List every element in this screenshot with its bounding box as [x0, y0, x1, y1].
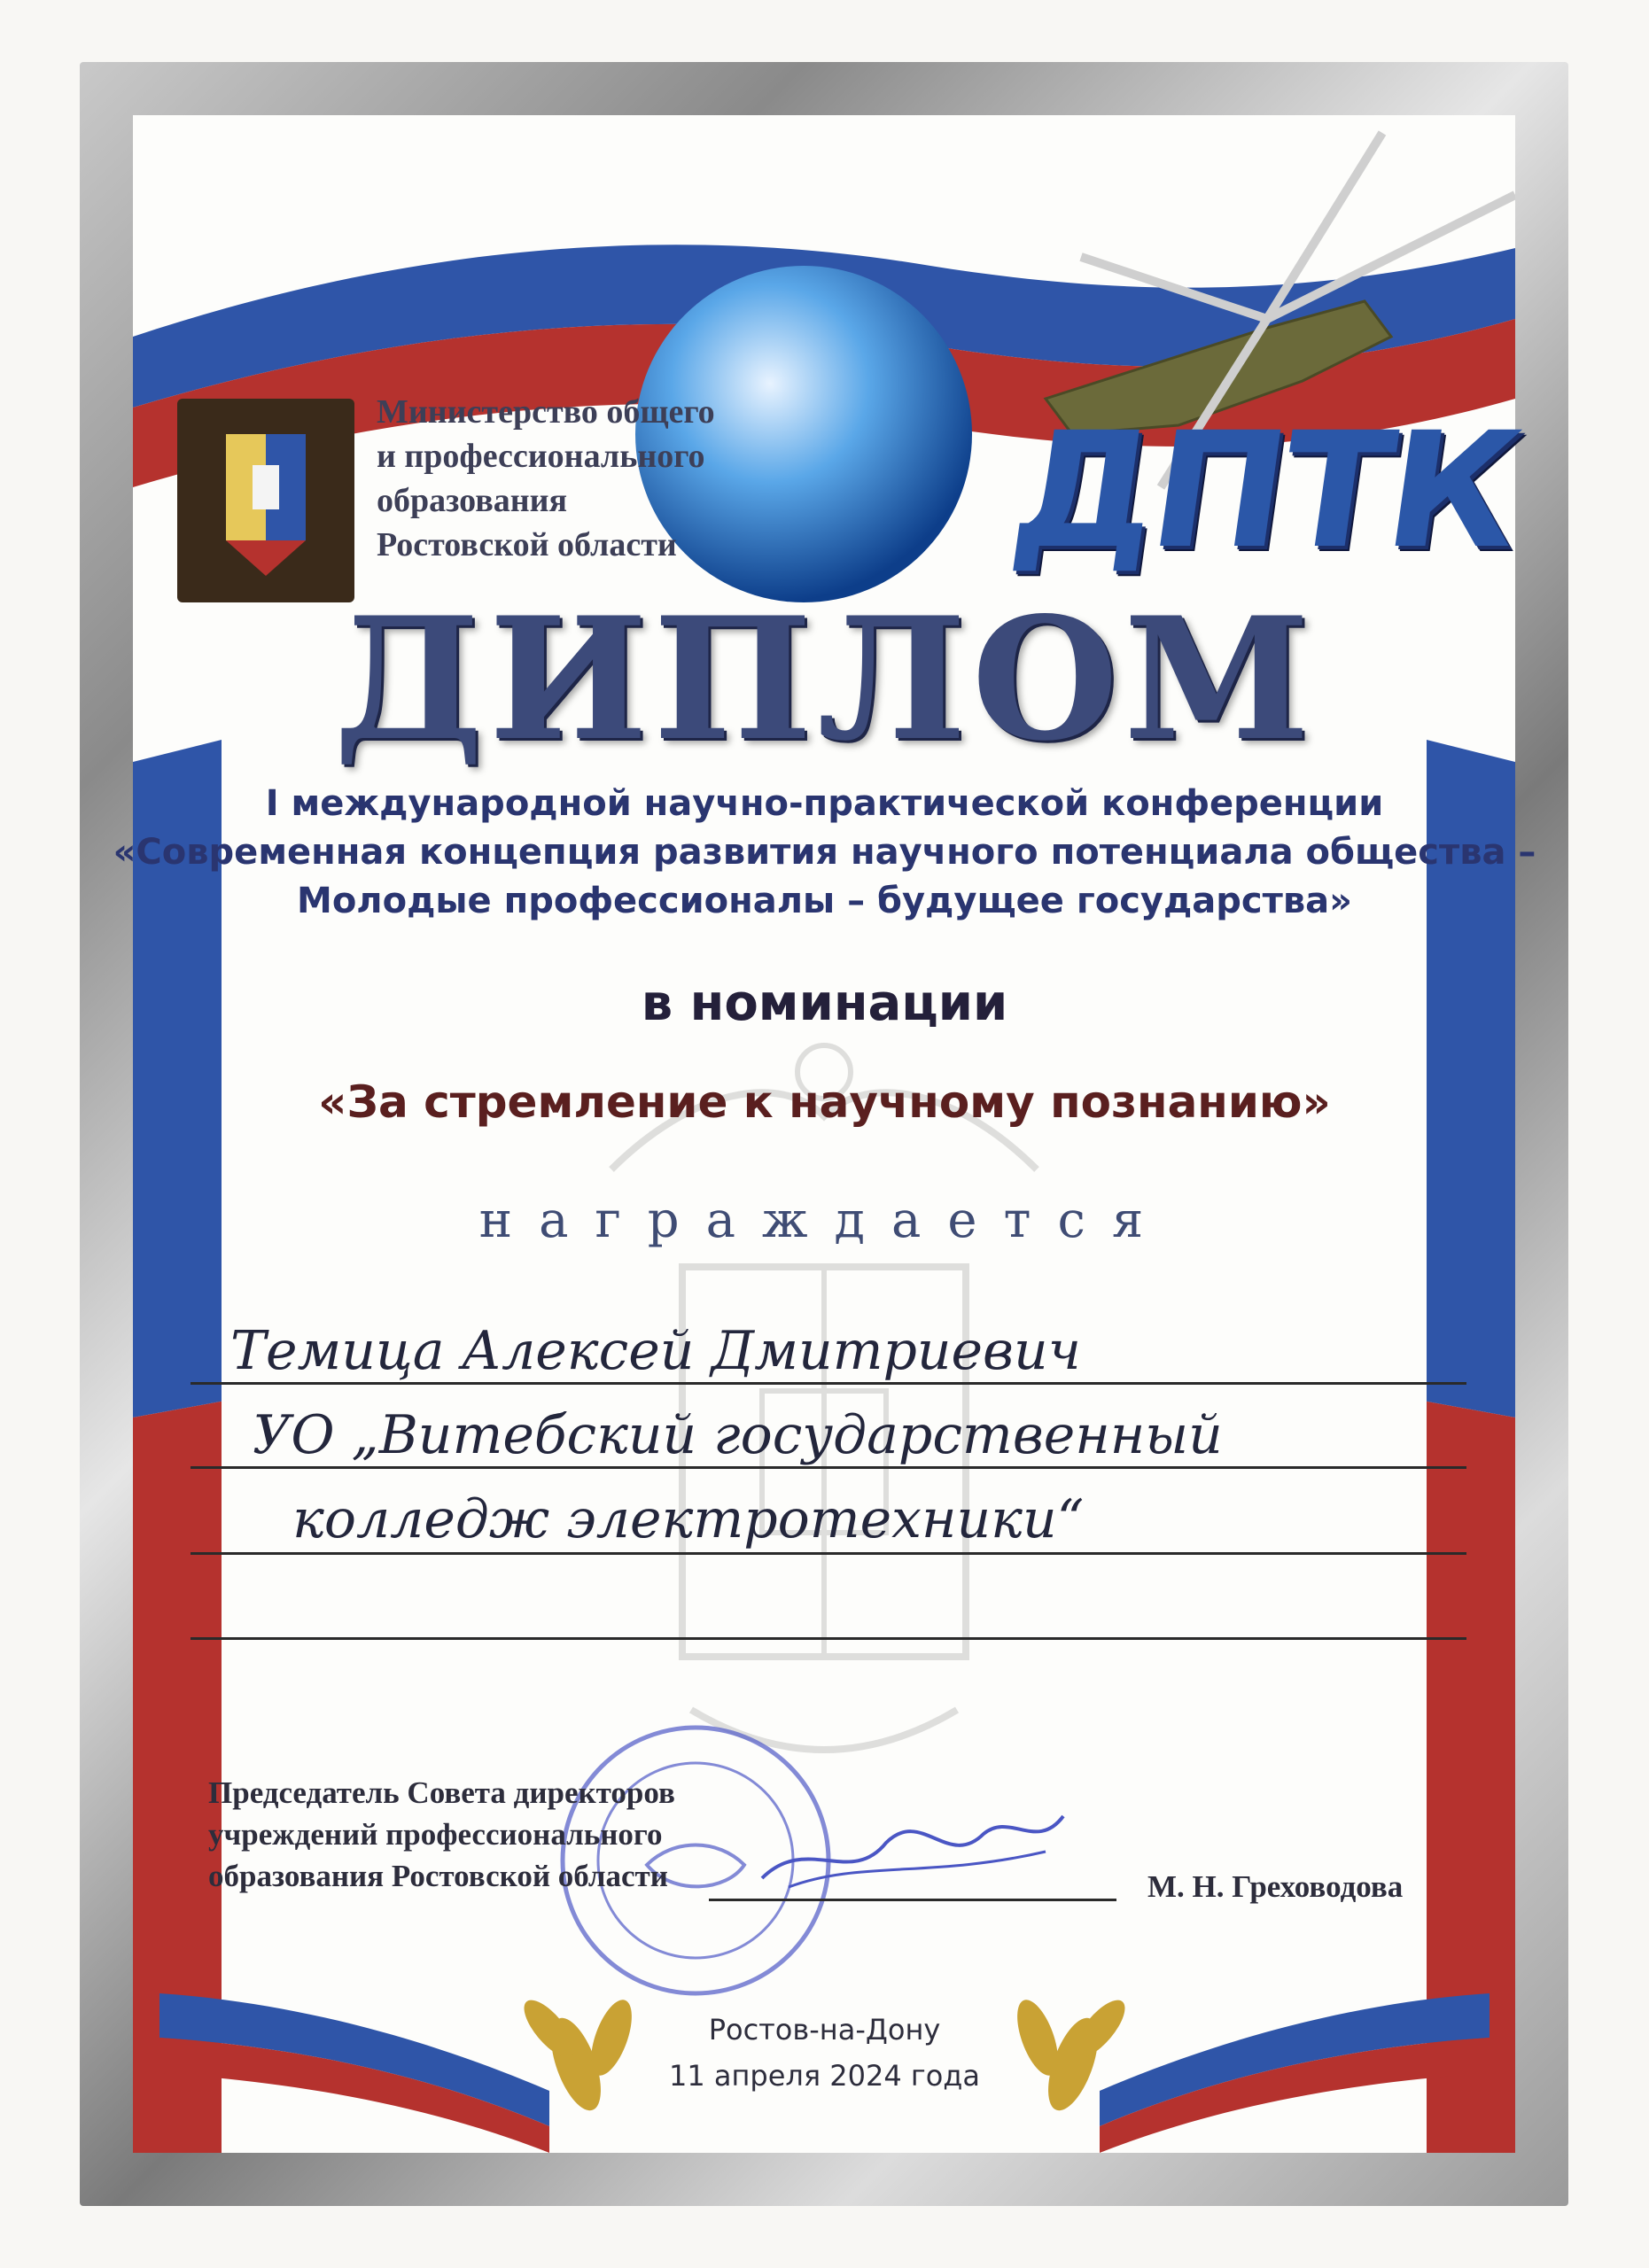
chair-line: Председатель Совета директоров — [208, 1775, 675, 1810]
chair-line: учреждений профессионального — [208, 1817, 663, 1852]
place-and-date — [0, 2007, 1649, 2099]
signature-scribble — [753, 1798, 1072, 1905]
recipient-name: Темица Алексей Дмитриевич — [230, 1320, 1081, 1382]
conference-line: «Современная концепция развития научного потенциала общества – — [113, 832, 1536, 873]
signer-name: М. Н. Греховодова — [1147, 1869, 1404, 1904]
page-title: ДИПЛОМ — [333, 580, 1316, 778]
ministry-name — [377, 390, 766, 567]
recipient-institution-cont: колледж электротехники“ — [292, 1488, 1085, 1550]
conference-line: I международной научно-практической конференции — [265, 783, 1384, 824]
awarded-label: награждается — [478, 1192, 1171, 1249]
city: Ростов-на-Дону — [708, 2013, 941, 2047]
chair-line: образования Ростовской области — [208, 1859, 668, 1893]
signature-line — [709, 1899, 1116, 1901]
nomination-title: «За стремление к научному познанию» — [318, 1076, 1331, 1128]
ministry-line: Министерство общего — [377, 393, 715, 431]
fill-line — [191, 1466, 1466, 1469]
conference-line: Молодые профессионалы – будущее государства» — [297, 881, 1352, 921]
nomination-lead: в номинации — [641, 975, 1008, 1032]
fill-line — [191, 1382, 1466, 1385]
ministry-line: Ростовской области — [377, 526, 677, 563]
fill-line — [191, 1552, 1466, 1555]
college-logo-text: ДПТК — [1001, 399, 1528, 584]
fill-line — [191, 1637, 1466, 1640]
ministry-line: образования — [377, 482, 568, 519]
ministry-line: и профессионального — [377, 438, 705, 475]
recipient-institution: УО „Витебский государственный — [253, 1404, 1223, 1466]
conference-description — [0, 780, 1649, 926]
chair-title — [208, 1772, 675, 1897]
regional-coat-of-arms-icon — [177, 399, 354, 602]
date: 11 апреля 2024 года — [668, 2059, 981, 2093]
